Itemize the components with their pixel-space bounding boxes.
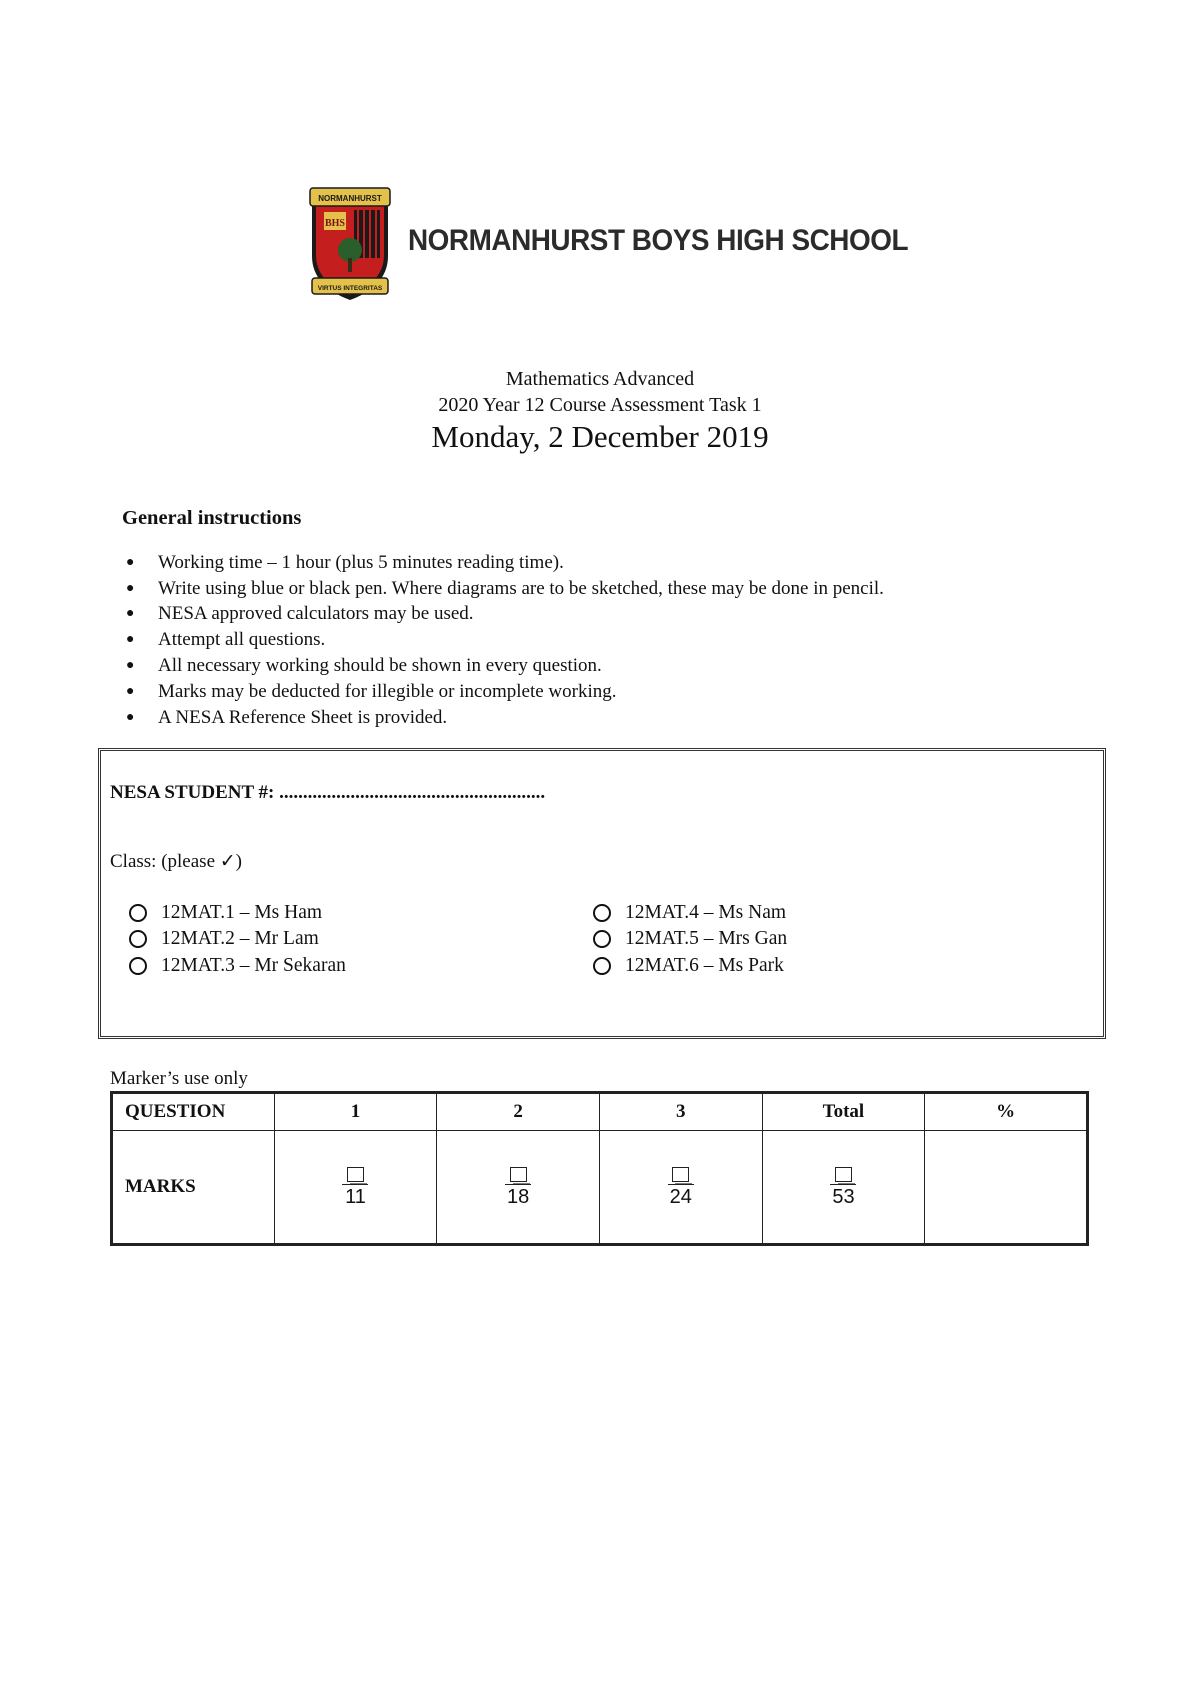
list-item: ● Attempt all questions. bbox=[126, 629, 326, 651]
instructions-list bbox=[126, 550, 884, 731]
radio-circle-icon[interactable] bbox=[593, 930, 611, 948]
radio-circle-icon[interactable] bbox=[129, 904, 147, 922]
list-item: ● All necessary working should be shown in every question. bbox=[126, 655, 602, 677]
radio-circle-icon[interactable] bbox=[593, 957, 611, 975]
class-option-12mat5[interactable]: 12MAT.5 – Mrs Gan bbox=[593, 928, 787, 950]
checkbox-icon bbox=[347, 1167, 364, 1182]
bullet-icon: ● bbox=[126, 606, 135, 622]
nesa-student-number-field[interactable]: NESA STUDENT #: ........................................................ bbox=[110, 782, 546, 803]
class-option-12mat1[interactable]: 12MAT.1 – Ms Ham bbox=[129, 902, 322, 924]
marks-cell[interactable]: 24 bbox=[599, 1131, 762, 1245]
question-header: QUESTION bbox=[112, 1093, 275, 1131]
bullet-icon: ● bbox=[126, 658, 135, 674]
marks-header: MARKS bbox=[112, 1131, 275, 1245]
class-option-12mat6[interactable]: 12MAT.6 – Ms Park bbox=[593, 955, 784, 977]
bullet-icon: ● bbox=[126, 683, 135, 699]
marks-cell[interactable]: 53 bbox=[762, 1131, 925, 1245]
table-row bbox=[112, 1131, 1088, 1245]
subject-title: Mathematics Advanced bbox=[505, 368, 695, 390]
bullet-icon: ● bbox=[126, 632, 135, 648]
marks-table bbox=[110, 1091, 1089, 1246]
column-header: 1 bbox=[274, 1093, 437, 1131]
percent-cell[interactable] bbox=[925, 1131, 1088, 1245]
svg-text:BHS: BHS bbox=[324, 218, 346, 229]
svg-text:VIRTUS INTEGRITAS: VIRTUS INTEGRITAS bbox=[317, 285, 383, 292]
bullet-icon: ● bbox=[126, 554, 135, 570]
school-name: NORMANHURST BOYS HIGH SCHOOL bbox=[408, 224, 909, 257]
checkbox-icon bbox=[510, 1167, 527, 1182]
class-option-12mat3[interactable]: 12MAT.3 – Mr Sekaran bbox=[129, 955, 346, 977]
marker-use-label: Marker’s use only bbox=[110, 1068, 248, 1089]
list-item: ● Working time – 1 hour (plus 5 minutes reading time). bbox=[126, 551, 564, 573]
marks-cell[interactable]: 18 bbox=[437, 1131, 600, 1245]
class-option-12mat4[interactable]: 12MAT.4 – Ms Nam bbox=[593, 902, 786, 924]
list-item: ● NESA approved calculators may be used. bbox=[126, 603, 474, 625]
bullet-icon: ● bbox=[126, 709, 135, 725]
svg-text:NORMANHURST: NORMANHURST bbox=[318, 194, 382, 203]
list-item: ● Write using blue or black pen. Where diagrams are to be sketched, these may be done in pencil. bbox=[126, 577, 884, 599]
radio-circle-icon[interactable] bbox=[593, 904, 611, 922]
table-row bbox=[112, 1093, 1088, 1131]
column-header: 2 bbox=[437, 1093, 600, 1131]
list-item: ● A NESA Reference Sheet is provided. bbox=[126, 706, 448, 728]
instructions-heading: General instructions bbox=[122, 507, 302, 529]
column-header: 3 bbox=[599, 1093, 762, 1131]
class-option-12mat2[interactable]: 12MAT.2 – Mr Lam bbox=[129, 928, 319, 950]
checkbox-icon bbox=[672, 1167, 689, 1182]
bullet-icon: ● bbox=[126, 580, 135, 596]
list-item: ● Marks may be deducted for illegible or incomplete working. bbox=[126, 680, 617, 702]
radio-circle-icon[interactable] bbox=[129, 930, 147, 948]
marks-cell[interactable]: 11 bbox=[274, 1131, 437, 1245]
task-title: 2020 Year 12 Course Assessment Task 1 bbox=[438, 394, 762, 416]
school-crest bbox=[306, 186, 394, 304]
column-header: % bbox=[925, 1093, 1088, 1131]
column-header: Total bbox=[762, 1093, 925, 1131]
class-label: Class: (please ✓) bbox=[110, 851, 242, 872]
exam-date: Monday, 2 December 2019 bbox=[431, 419, 769, 454]
checkbox-icon bbox=[835, 1167, 852, 1182]
radio-circle-icon[interactable] bbox=[129, 957, 147, 975]
